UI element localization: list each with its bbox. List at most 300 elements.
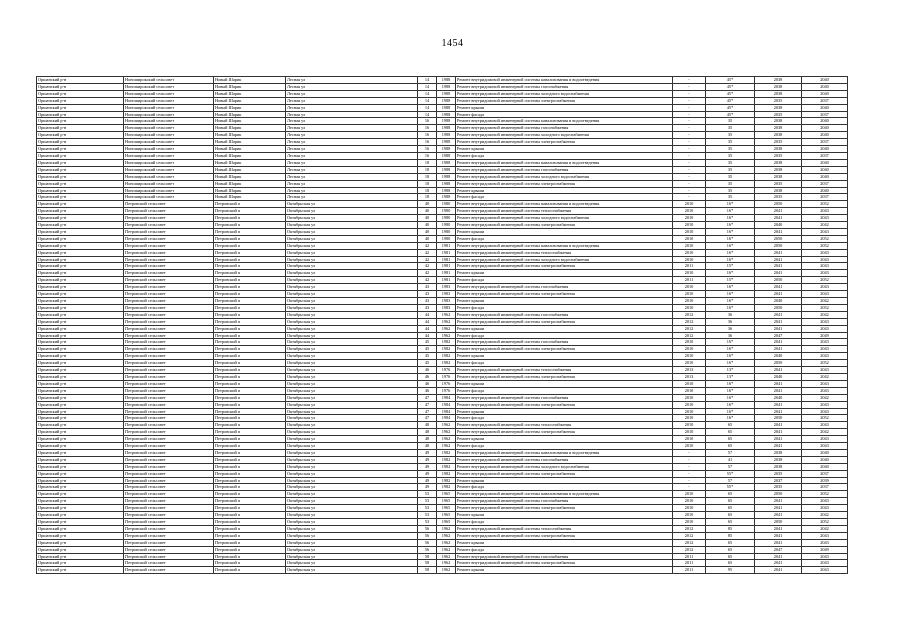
wear-cell: 16* <box>706 346 755 353</box>
last-repair-year-cell: - <box>673 146 706 153</box>
council-cell: Петровский сельсовет <box>124 560 214 567</box>
table-row <box>37 353 848 360</box>
settlement-cell: Петровский п <box>214 373 286 380</box>
district-cell: Оршанский р-н <box>37 77 124 84</box>
work-type-cell: Ремонт внутридомовой инженерной системы электроснабжения <box>456 263 673 270</box>
house-number-cell: 44 <box>418 325 437 332</box>
street-cell: Октябрьская ул <box>286 228 418 235</box>
street-cell: Октябрьская ул <box>286 367 418 374</box>
start-year-cell: 2041 <box>755 228 802 235</box>
table-row <box>37 408 848 415</box>
street-cell: Октябрьская ул <box>286 429 418 436</box>
council-cell: Петровский сельсовет <box>124 525 214 532</box>
settlement-cell: Петровский п <box>214 235 286 242</box>
table-row <box>37 546 848 553</box>
street-cell: Октябрьская ул <box>286 436 418 443</box>
council-cell: Ноноширокский сельсовет <box>124 111 214 118</box>
district-cell: Оршанский р-н <box>37 263 124 270</box>
district-cell: Оршанский р-н <box>37 553 124 560</box>
table-row <box>37 477 848 484</box>
council-cell: Петровский сельсовет <box>124 553 214 560</box>
end-year-cell: 2037 <box>802 111 848 118</box>
table-row <box>37 360 848 367</box>
work-type-cell: Ремонт фасада <box>456 360 673 367</box>
settlement-cell: Петровский п <box>214 401 286 408</box>
house-number-cell: 14 <box>418 111 437 118</box>
street-cell: Октябрьская ул <box>286 539 418 546</box>
table-row <box>37 339 848 346</box>
start-year-cell: 2041 <box>755 380 802 387</box>
table-row <box>37 249 848 256</box>
start-year-cell: 2047 <box>755 546 802 553</box>
build-year-cell: 1988 <box>437 90 456 97</box>
table-row <box>37 373 848 380</box>
table-row <box>37 194 848 201</box>
council-cell: Петровский сельсовет <box>124 222 214 229</box>
house-number-cell: 49 <box>418 470 437 477</box>
house-number-cell: 16 <box>418 152 437 159</box>
end-year-cell: 2040 <box>802 187 848 194</box>
house-number-cell: 14 <box>418 104 437 111</box>
build-year-cell: 1962 <box>437 443 456 450</box>
last-repair-year-cell: 2010 <box>673 443 706 450</box>
settlement-cell: Петровский п <box>214 325 286 332</box>
district-cell: Оршанский р-н <box>37 83 124 90</box>
last-repair-year-cell: 2010 <box>673 408 706 415</box>
build-year-cell: 1976 <box>437 387 456 394</box>
district-cell: Оршанский р-н <box>37 111 124 118</box>
build-year-cell: 1962 <box>437 311 456 318</box>
house-number-cell: 46 <box>418 367 437 374</box>
build-year-cell: 1988 <box>437 166 456 173</box>
wear-cell: 57 <box>706 463 755 470</box>
wear-cell: 65 <box>706 498 755 505</box>
table-row <box>37 484 848 491</box>
street-cell: Лесная ул <box>286 97 418 104</box>
house-number-cell: 40 <box>418 208 437 215</box>
build-year-cell: 1984 <box>437 394 456 401</box>
work-type-cell: Ремонт внутридомовой инженерной системы холодного водоснабжения <box>456 215 673 222</box>
work-type-cell: Ремонт внутридомовой инженерной системы газоснабжения <box>456 284 673 291</box>
house-number-cell: 40 <box>418 235 437 242</box>
house-number-cell: 16 <box>418 139 437 146</box>
street-cell: Октябрьская ул <box>286 422 418 429</box>
street-cell: Октябрьская ул <box>286 553 418 560</box>
last-repair-year-cell: 2010 <box>673 215 706 222</box>
house-number-cell: 18 <box>418 180 437 187</box>
wear-cell: 16* <box>706 360 755 367</box>
end-year-cell: 2052 <box>802 304 848 311</box>
house-number-cell: 40 <box>418 215 437 222</box>
council-cell: Ноноширокский сельсовет <box>124 159 214 166</box>
end-year-cell: 2052 <box>802 360 848 367</box>
start-year-cell: 2050 <box>755 519 802 526</box>
work-type-cell: Ремонт крыши <box>456 146 673 153</box>
district-cell: Оршанский р-н <box>37 380 124 387</box>
district-cell: Оршанский р-н <box>37 463 124 470</box>
settlement-cell: Петровский п <box>214 539 286 546</box>
house-number-cell: 43 <box>418 284 437 291</box>
settlement-cell: Петровский п <box>214 242 286 249</box>
work-type-cell: Ремонт внутридомовой инженерной системы теплоснабжения <box>456 249 673 256</box>
end-year-cell: 2042 <box>802 222 848 229</box>
house-number-cell: 56 <box>418 532 437 539</box>
last-repair-year-cell: 2010 <box>673 519 706 526</box>
house-number-cell: 43 <box>418 304 437 311</box>
start-year-cell: 2038 <box>755 104 802 111</box>
start-year-cell: 2041 <box>755 311 802 318</box>
last-repair-year-cell: 2012 <box>673 311 706 318</box>
start-year-cell: 2038 <box>755 463 802 470</box>
build-year-cell: 1981 <box>437 270 456 277</box>
wear-cell: 13* <box>706 373 755 380</box>
table-row <box>37 380 848 387</box>
build-year-cell: 1988 <box>437 77 456 84</box>
table-row <box>37 111 848 118</box>
street-cell: Октябрьская ул <box>286 380 418 387</box>
settlement-cell: Новый Шарик <box>214 111 286 118</box>
end-year-cell: 2043 <box>802 422 848 429</box>
start-year-cell: 2038 <box>755 456 802 463</box>
last-repair-year-cell: - <box>673 456 706 463</box>
build-year-cell: 1988 <box>437 194 456 201</box>
settlement-cell: Новый Шарик <box>214 118 286 125</box>
start-year-cell: 2040 <box>755 373 802 380</box>
wear-cell: 65 <box>706 560 755 567</box>
council-cell: Ноноширокский сельсовет <box>124 173 214 180</box>
district-cell: Оршанский р-н <box>37 104 124 111</box>
district-cell: Оршанский р-н <box>37 152 124 159</box>
settlement-cell: Петровский п <box>214 394 286 401</box>
build-year-cell: 1982 <box>437 353 456 360</box>
wear-cell: 65 <box>706 443 755 450</box>
last-repair-year-cell: - <box>673 83 706 90</box>
last-repair-year-cell: - <box>673 132 706 139</box>
start-year-cell: 2038 <box>755 132 802 139</box>
end-year-cell: 2037 <box>802 470 848 477</box>
build-year-cell: 1982 <box>437 463 456 470</box>
end-year-cell: 2040 <box>802 125 848 132</box>
district-cell: Оршанский р-н <box>37 159 124 166</box>
house-number-cell: 48 <box>418 422 437 429</box>
last-repair-year-cell: 2010 <box>673 360 706 367</box>
build-year-cell: 1982 <box>437 470 456 477</box>
build-year-cell: 1962 <box>437 539 456 546</box>
last-repair-year-cell: 2010 <box>673 394 706 401</box>
build-year-cell: 1962 <box>437 560 456 567</box>
street-cell: Лесная ул <box>286 104 418 111</box>
last-repair-year-cell: - <box>673 152 706 159</box>
council-cell: Ноноширокский сельсовет <box>124 97 214 104</box>
table-row <box>37 498 848 505</box>
council-cell: Петровский сельсовет <box>124 470 214 477</box>
build-year-cell: 1982 <box>437 456 456 463</box>
start-year-cell: 2041 <box>755 270 802 277</box>
repair-schedule-table-wrapper <box>36 76 847 574</box>
wear-cell: 15* <box>706 277 755 284</box>
district-cell: Оршанский р-н <box>37 387 124 394</box>
build-year-cell: 1988 <box>437 125 456 132</box>
table-row <box>37 166 848 173</box>
last-repair-year-cell: 2011 <box>673 263 706 270</box>
end-year-cell: 2043 <box>802 291 848 298</box>
district-cell: Оршанский р-н <box>37 449 124 456</box>
council-cell: Петровский сельсовет <box>124 436 214 443</box>
start-year-cell: 2041 <box>755 256 802 263</box>
last-repair-year-cell: - <box>673 166 706 173</box>
wear-cell: 95 <box>706 567 755 574</box>
district-cell: Оршанский р-н <box>37 539 124 546</box>
wear-cell: 16* <box>706 235 755 242</box>
house-number-cell: 45 <box>418 353 437 360</box>
settlement-cell: Петровский п <box>214 477 286 484</box>
street-cell: Октябрьская ул <box>286 470 418 477</box>
work-type-cell: Ремонт внутридомовой инженерной системы газоснабжения <box>456 456 673 463</box>
district-cell: Оршанский р-н <box>37 567 124 574</box>
street-cell: Лесная ул <box>286 173 418 180</box>
work-type-cell: Ремонт внутридомовой инженерной системы холодного водоснабжения <box>456 132 673 139</box>
street-cell: Октябрьская ул <box>286 408 418 415</box>
work-type-cell: Ремонт крыши <box>456 298 673 305</box>
house-number-cell: 42 <box>418 256 437 263</box>
street-cell: Лесная ул <box>286 90 418 97</box>
build-year-cell: 1962 <box>437 525 456 532</box>
build-year-cell: 1980 <box>437 228 456 235</box>
start-year-cell: 2038 <box>755 166 802 173</box>
table-row <box>37 304 848 311</box>
wear-cell: 65 <box>706 505 755 512</box>
end-year-cell: 2043 <box>802 228 848 235</box>
last-repair-year-cell: - <box>673 77 706 84</box>
council-cell: Ноноширокский сельсовет <box>124 139 214 146</box>
settlement-cell: Петровский п <box>214 318 286 325</box>
settlement-cell: Петровский п <box>214 201 286 208</box>
street-cell: Октябрьская ул <box>286 456 418 463</box>
table-row <box>37 132 848 139</box>
house-number-cell: 18 <box>418 159 437 166</box>
street-cell: Лесная ул <box>286 194 418 201</box>
table-row <box>37 456 848 463</box>
council-cell: Петровский сельсовет <box>124 532 214 539</box>
last-repair-year-cell: 2010 <box>673 436 706 443</box>
build-year-cell: 1965 <box>437 519 456 526</box>
last-repair-year-cell: 2010 <box>673 505 706 512</box>
end-year-cell: 2043 <box>802 560 848 567</box>
district-cell: Оршанский р-н <box>37 318 124 325</box>
council-cell: Петровский сельсовет <box>124 422 214 429</box>
district-cell: Оршанский р-н <box>37 505 124 512</box>
repair-schedule-table <box>36 76 848 574</box>
work-type-cell: Ремонт внутридомовой инженерной системы канализования и водоотведения <box>456 449 673 456</box>
wear-cell: 65 <box>706 519 755 526</box>
district-cell: Оршанский р-н <box>37 242 124 249</box>
end-year-cell: 2042 <box>802 311 848 318</box>
wear-cell: 35 <box>706 125 755 132</box>
end-year-cell: 2043 <box>802 318 848 325</box>
street-cell: Октябрьская ул <box>286 277 418 284</box>
start-year-cell: 2038 <box>755 125 802 132</box>
start-year-cell: 2050 <box>755 242 802 249</box>
start-year-cell: 2035 <box>755 470 802 477</box>
table-row <box>37 77 848 84</box>
street-cell: Лесная ул <box>286 166 418 173</box>
work-type-cell: Ремонт фасада <box>456 304 673 311</box>
street-cell: Октябрьская ул <box>286 498 418 505</box>
house-number-cell: 49 <box>418 477 437 484</box>
wear-cell: 65 <box>706 422 755 429</box>
table-row <box>37 560 848 567</box>
build-year-cell: 1962 <box>437 429 456 436</box>
start-year-cell: 2037 <box>755 477 802 484</box>
district-cell: Оршанский р-н <box>37 360 124 367</box>
last-repair-year-cell: 2010 <box>673 339 706 346</box>
house-number-cell: 16 <box>418 132 437 139</box>
start-year-cell: 2041 <box>755 367 802 374</box>
house-number-cell: 42 <box>418 277 437 284</box>
district-cell: Оршанский р-н <box>37 422 124 429</box>
district-cell: Оршанский р-н <box>37 339 124 346</box>
district-cell: Оршанский р-н <box>37 215 124 222</box>
street-cell: Октябрьская ул <box>286 332 418 339</box>
build-year-cell: 1982 <box>437 449 456 456</box>
district-cell: Оршанский р-н <box>37 222 124 229</box>
work-type-cell: Ремонт внутридомовой инженерной системы электроснабжения <box>456 401 673 408</box>
start-year-cell: 2041 <box>755 291 802 298</box>
end-year-cell: 2040 <box>802 449 848 456</box>
work-type-cell: Ремонт внутридомовой инженерной системы теплоснабжения <box>456 525 673 532</box>
house-number-cell: 49 <box>418 456 437 463</box>
start-year-cell: 2035 <box>755 152 802 159</box>
build-year-cell: 1962 <box>437 567 456 574</box>
last-repair-year-cell: 2010 <box>673 387 706 394</box>
wear-cell: 35 <box>706 159 755 166</box>
build-year-cell: 1988 <box>437 118 456 125</box>
settlement-cell: Петровский п <box>214 422 286 429</box>
house-number-cell: 53 <box>418 498 437 505</box>
district-cell: Оршанский р-н <box>37 394 124 401</box>
wear-cell: 55* <box>706 484 755 491</box>
build-year-cell: 1965 <box>437 491 456 498</box>
district-cell: Оршанский р-н <box>37 546 124 553</box>
wear-cell: 45* <box>706 104 755 111</box>
start-year-cell: 2041 <box>755 498 802 505</box>
work-type-cell: Ремонт фасада <box>456 277 673 284</box>
table-row <box>37 532 848 539</box>
end-year-cell: 2043 <box>802 436 848 443</box>
last-repair-year-cell: - <box>673 159 706 166</box>
street-cell: Октябрьская ул <box>286 360 418 367</box>
settlement-cell: Петровский п <box>214 249 286 256</box>
council-cell: Петровский сельсовет <box>124 332 214 339</box>
street-cell: Октябрьская ул <box>286 235 418 242</box>
council-cell: Петровский сельсовет <box>124 256 214 263</box>
wear-cell: 16* <box>706 208 755 215</box>
wear-cell: 16* <box>706 222 755 229</box>
end-year-cell: 2043 <box>802 208 848 215</box>
end-year-cell: 2052 <box>802 277 848 284</box>
last-repair-year-cell: - <box>673 470 706 477</box>
end-year-cell: 2040 <box>802 166 848 173</box>
last-repair-year-cell: 2010 <box>673 284 706 291</box>
table-row <box>37 208 848 215</box>
build-year-cell: 1962 <box>437 332 456 339</box>
house-number-cell: 48 <box>418 443 437 450</box>
end-year-cell: 2052 <box>802 519 848 526</box>
wear-cell: 16* <box>706 201 755 208</box>
council-cell: Ноноширокский сельсовет <box>124 146 214 153</box>
house-number-cell: 46 <box>418 373 437 380</box>
start-year-cell: 2038 <box>755 159 802 166</box>
last-repair-year-cell: - <box>673 449 706 456</box>
table-row <box>37 180 848 187</box>
start-year-cell: 2041 <box>755 215 802 222</box>
last-repair-year-cell: 2012 <box>673 332 706 339</box>
end-year-cell: 2037 <box>802 484 848 491</box>
end-year-cell: 2040 <box>802 77 848 84</box>
work-type-cell: Ремонт внутридомовой инженерной системы электроснабжения <box>456 222 673 229</box>
wear-cell: 36 <box>706 332 755 339</box>
last-repair-year-cell: 2010 <box>673 422 706 429</box>
street-cell: Октябрьская ул <box>286 567 418 574</box>
work-type-cell: Ремонт внутридомовой инженерной системы газоснабжения <box>456 311 673 318</box>
settlement-cell: Петровский п <box>214 228 286 235</box>
district-cell: Оршанский р-н <box>37 512 124 519</box>
work-type-cell: Ремонт внутридомовой инженерной системы электроснабжения <box>456 97 673 104</box>
wear-cell: 65 <box>706 546 755 553</box>
wear-cell: 16* <box>706 353 755 360</box>
house-number-cell: 58 <box>418 553 437 560</box>
district-cell: Оршанский р-н <box>37 132 124 139</box>
wear-cell: 16* <box>706 228 755 235</box>
district-cell: Оршанский р-н <box>37 208 124 215</box>
district-cell: Оршанский р-н <box>37 201 124 208</box>
wear-cell: 35 <box>706 173 755 180</box>
street-cell: Октябрьская ул <box>286 477 418 484</box>
end-year-cell: 2052 <box>802 242 848 249</box>
work-type-cell: Ремонт внутридомовой инженерной системы электроснабжения <box>456 139 673 146</box>
build-year-cell: 1988 <box>437 146 456 153</box>
start-year-cell: 2041 <box>755 408 802 415</box>
end-year-cell: 2037 <box>802 180 848 187</box>
house-number-cell: 53 <box>418 505 437 512</box>
work-type-cell: Ремонт внутридомовой инженерной системы электроснабжения <box>456 291 673 298</box>
end-year-cell: 2043 <box>802 532 848 539</box>
start-year-cell: 2041 <box>755 318 802 325</box>
end-year-cell: 2043 <box>802 505 848 512</box>
table-row <box>37 256 848 263</box>
council-cell: Петровский сельсовет <box>124 311 214 318</box>
settlement-cell: Петровский п <box>214 449 286 456</box>
build-year-cell: 1982 <box>437 346 456 353</box>
house-number-cell: 42 <box>418 242 437 249</box>
house-number-cell: 47 <box>418 401 437 408</box>
district-cell: Оршанский р-н <box>37 525 124 532</box>
start-year-cell: 2038 <box>755 83 802 90</box>
settlement-cell: Петровский п <box>214 387 286 394</box>
build-year-cell: 1988 <box>437 97 456 104</box>
street-cell: Октябрьская ул <box>286 373 418 380</box>
street-cell: Октябрьская ул <box>286 401 418 408</box>
wear-cell: 57 <box>706 449 755 456</box>
work-type-cell: Ремонт внутридомовой инженерной системы электроснабжения <box>456 318 673 325</box>
work-type-cell: Ремонт внутридомовой инженерной системы газоснабжения <box>456 125 673 132</box>
district-cell: Оршанский р-н <box>37 436 124 443</box>
house-number-cell: 58 <box>418 560 437 567</box>
start-year-cell: 2041 <box>755 263 802 270</box>
work-type-cell: Ремонт внутридомовой инженерной системы электроснабжения <box>456 505 673 512</box>
start-year-cell: 2041 <box>755 505 802 512</box>
council-cell: Ноноширокский сельсовет <box>124 180 214 187</box>
